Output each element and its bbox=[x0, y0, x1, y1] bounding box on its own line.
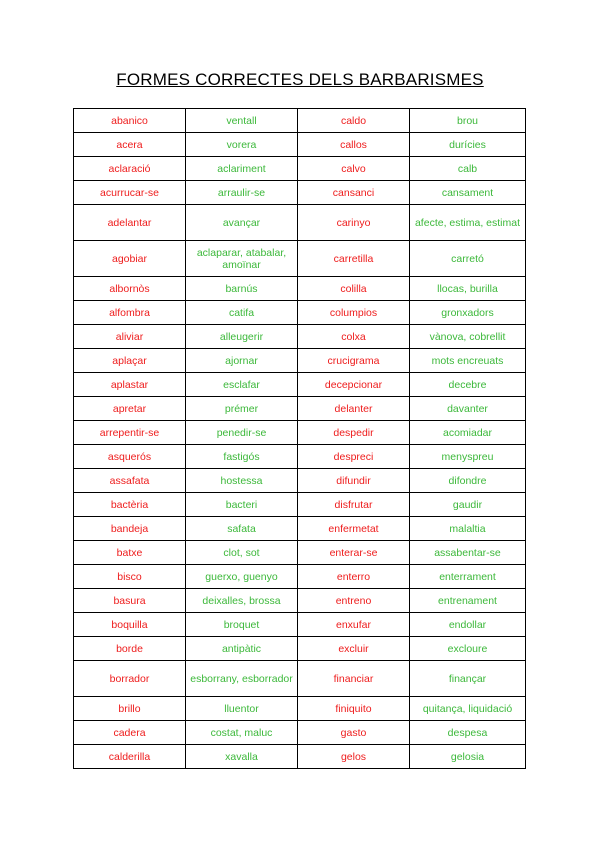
correct-form-cell: aclariment bbox=[186, 157, 298, 181]
barbarism-cell: callos bbox=[298, 133, 410, 157]
correct-form-cell: fastigós bbox=[186, 445, 298, 469]
correct-form-cell: arraulir-se bbox=[186, 181, 298, 205]
barbarism-cell: carinyo bbox=[298, 205, 410, 241]
table-row bbox=[74, 181, 526, 205]
correct-form-cell: ajornar bbox=[186, 349, 298, 373]
table-row bbox=[74, 205, 526, 241]
table-row bbox=[74, 541, 526, 565]
barbarism-cell: delanter bbox=[298, 397, 410, 421]
table-row bbox=[74, 397, 526, 421]
table-row bbox=[74, 421, 526, 445]
barbarism-cell: financiar bbox=[298, 661, 410, 697]
correct-form-cell: davanter bbox=[410, 397, 526, 421]
correct-form-cell: penedir-se bbox=[186, 421, 298, 445]
table-row bbox=[74, 325, 526, 349]
barbarism-cell: brillo bbox=[74, 697, 186, 721]
table-row bbox=[74, 589, 526, 613]
correct-form-cell: assabentar-se bbox=[410, 541, 526, 565]
barbarism-cell: aclaració bbox=[74, 157, 186, 181]
barbarism-cell: caldo bbox=[298, 109, 410, 133]
barbarism-cell: decepcionar bbox=[298, 373, 410, 397]
table-row bbox=[74, 109, 526, 133]
barbarism-cell: columpios bbox=[298, 301, 410, 325]
barbarism-cell: cadera bbox=[74, 721, 186, 745]
barbarism-cell: bisco bbox=[74, 565, 186, 589]
barbarism-cell: albornòs bbox=[74, 277, 186, 301]
table-row bbox=[74, 157, 526, 181]
correct-form-cell: esclafar bbox=[186, 373, 298, 397]
correct-form-cell: catifa bbox=[186, 301, 298, 325]
correct-form-cell: malaltia bbox=[410, 517, 526, 541]
correct-form-cell: cansament bbox=[410, 181, 526, 205]
correct-form-cell: durícies bbox=[410, 133, 526, 157]
correct-form-cell: menyspreu bbox=[410, 445, 526, 469]
barbarism-cell: disfrutar bbox=[298, 493, 410, 517]
correct-form-cell: despesa bbox=[410, 721, 526, 745]
table-row bbox=[74, 133, 526, 157]
correct-form-cell: gelosia bbox=[410, 745, 526, 769]
correct-form-cell: safata bbox=[186, 517, 298, 541]
correct-form-cell: antipàtic bbox=[186, 637, 298, 661]
correct-form-cell: guerxo, guenyo bbox=[186, 565, 298, 589]
correct-form-cell: alleugerir bbox=[186, 325, 298, 349]
correct-form-cell: carretó bbox=[410, 241, 526, 277]
correct-form-cell: prémer bbox=[186, 397, 298, 421]
barbarism-cell: carretilla bbox=[298, 241, 410, 277]
barbarism-cell: borde bbox=[74, 637, 186, 661]
correct-form-cell: difondre bbox=[410, 469, 526, 493]
barbarism-cell: batxe bbox=[74, 541, 186, 565]
barbarism-cell: calvo bbox=[298, 157, 410, 181]
page-title: FORMES CORRECTES DELS BARBARISMES bbox=[116, 70, 484, 89]
correct-form-cell: aclaparar, atabalar, amoïnar bbox=[186, 241, 298, 277]
correct-form-cell: afecte, estima, estimat bbox=[410, 205, 526, 241]
correct-form-cell: llocas, burilla bbox=[410, 277, 526, 301]
table-row bbox=[74, 301, 526, 325]
barbarism-cell: gasto bbox=[298, 721, 410, 745]
correct-form-cell: costat, maluc bbox=[186, 721, 298, 745]
correct-form-cell: endollar bbox=[410, 613, 526, 637]
correct-form-cell: bacteri bbox=[186, 493, 298, 517]
barbarism-cell: agobiar bbox=[74, 241, 186, 277]
barbarism-cell: enfermetat bbox=[298, 517, 410, 541]
barbarism-cell: bactèria bbox=[74, 493, 186, 517]
correct-form-cell: quitança, liquidació bbox=[410, 697, 526, 721]
barbarism-cell: abanico bbox=[74, 109, 186, 133]
correct-form-cell: broquet bbox=[186, 613, 298, 637]
barbarism-cell: calderilla bbox=[74, 745, 186, 769]
barbarism-cell: excluir bbox=[298, 637, 410, 661]
correct-form-cell: deixalles, brossa bbox=[186, 589, 298, 613]
table-row bbox=[74, 517, 526, 541]
barbarism-cell: despedir bbox=[298, 421, 410, 445]
table-row bbox=[74, 373, 526, 397]
barbarism-cell: finiquito bbox=[298, 697, 410, 721]
barbarism-cell: colilla bbox=[298, 277, 410, 301]
correct-form-cell: xavalla bbox=[186, 745, 298, 769]
barbarism-cell: acurrucar-se bbox=[74, 181, 186, 205]
correct-form-cell: enterrament bbox=[410, 565, 526, 589]
table-row bbox=[74, 349, 526, 373]
table-row bbox=[74, 661, 526, 697]
correct-form-cell: entrenament bbox=[410, 589, 526, 613]
barbarism-cell: enxufar bbox=[298, 613, 410, 637]
barbarism-cell: entreno bbox=[298, 589, 410, 613]
correct-form-cell: vànova, cobrellit bbox=[410, 325, 526, 349]
barbarism-cell: assafata bbox=[74, 469, 186, 493]
table-row bbox=[74, 697, 526, 721]
correct-form-cell: brou bbox=[410, 109, 526, 133]
barbarism-cell: adelantar bbox=[74, 205, 186, 241]
correct-form-cell: avançar bbox=[186, 205, 298, 241]
table-row bbox=[74, 469, 526, 493]
table-row bbox=[74, 745, 526, 769]
table-row bbox=[74, 241, 526, 277]
barbarism-cell: bandeja bbox=[74, 517, 186, 541]
barbarism-cell: apretar bbox=[74, 397, 186, 421]
table-row bbox=[74, 445, 526, 469]
correct-form-cell: vorera bbox=[186, 133, 298, 157]
table-row bbox=[74, 277, 526, 301]
correct-form-cell: finançar bbox=[410, 661, 526, 697]
table-row bbox=[74, 637, 526, 661]
barbarism-cell: difundir bbox=[298, 469, 410, 493]
barbarism-cell: cansanci bbox=[298, 181, 410, 205]
correct-form-cell: gronxadors bbox=[410, 301, 526, 325]
correct-form-cell: calb bbox=[410, 157, 526, 181]
barbarism-cell: despreci bbox=[298, 445, 410, 469]
barbarism-cell: acera bbox=[74, 133, 186, 157]
barbarism-cell: borrador bbox=[74, 661, 186, 697]
correct-form-cell: barnús bbox=[186, 277, 298, 301]
barbarisms-table bbox=[73, 108, 526, 769]
barbarism-cell: gelos bbox=[298, 745, 410, 769]
barbarism-cell: alfombra bbox=[74, 301, 186, 325]
table-row bbox=[74, 613, 526, 637]
barbarism-cell: enterro bbox=[298, 565, 410, 589]
table-row bbox=[74, 493, 526, 517]
barbarism-cell: enterar-se bbox=[298, 541, 410, 565]
barbarism-cell: colxa bbox=[298, 325, 410, 349]
correct-form-cell: gaudir bbox=[410, 493, 526, 517]
correct-form-cell: ventall bbox=[186, 109, 298, 133]
barbarism-cell: crucigrama bbox=[298, 349, 410, 373]
barbarism-cell: basura bbox=[74, 589, 186, 613]
correct-form-cell: clot, sot bbox=[186, 541, 298, 565]
table-row bbox=[74, 721, 526, 745]
correct-form-cell: excloure bbox=[410, 637, 526, 661]
correct-form-cell: mots encreuats bbox=[410, 349, 526, 373]
barbarism-cell: boquilla bbox=[74, 613, 186, 637]
barbarism-cell: asquerós bbox=[74, 445, 186, 469]
barbarism-cell: arrepentir-se bbox=[74, 421, 186, 445]
correct-form-cell: decebre bbox=[410, 373, 526, 397]
correct-form-cell: lluentor bbox=[186, 697, 298, 721]
correct-form-cell: hostessa bbox=[186, 469, 298, 493]
table-row bbox=[74, 565, 526, 589]
correct-form-cell: acomiadar bbox=[410, 421, 526, 445]
barbarism-cell: aliviar bbox=[74, 325, 186, 349]
barbarism-cell: aplastar bbox=[74, 373, 186, 397]
barbarism-cell: aplaçar bbox=[74, 349, 186, 373]
correct-form-cell: esborrany, esborrador bbox=[186, 661, 298, 697]
